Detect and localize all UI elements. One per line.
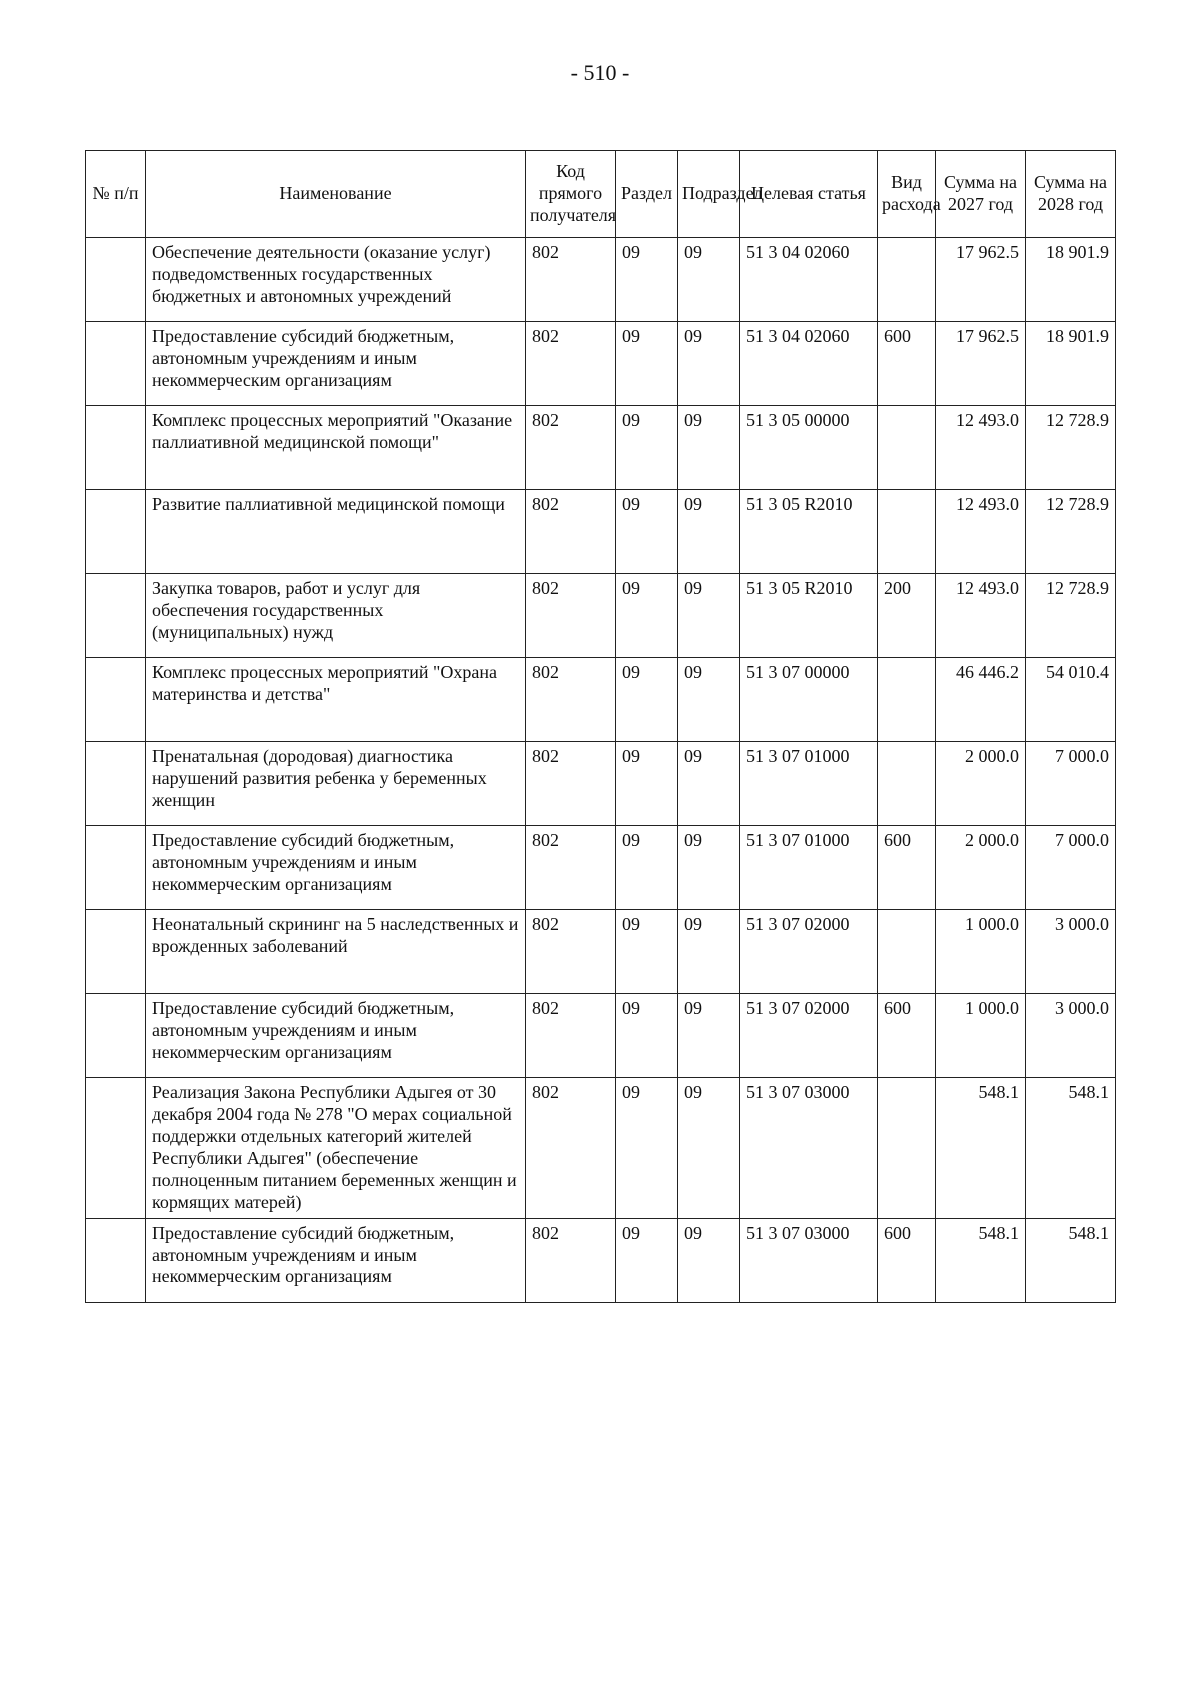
cell-name: Реализация Закона Республики Адыгея от 30 декабря 2004 года № 278 "О мерах социальной поддержки отдельных категорий жителей Республики Адыгея" (обеспечение полноценным питанием беременных женщин и кормящих матерей): [146, 1077, 526, 1218]
cell-target: 51 3 04 02060: [740, 321, 878, 405]
page-number: - 510 -: [570, 60, 630, 85]
cell-target: 51 3 07 03000: [740, 1218, 878, 1302]
cell-sum-2028: 548.1: [1026, 1077, 1116, 1218]
cell-section: 09: [616, 657, 678, 741]
cell-section: 09: [616, 1218, 678, 1302]
cell-name: Предоставление субсидий бюджетным, автономным учреждениям и иным некоммерческим организациям: [146, 825, 526, 909]
cell-target: 51 3 07 01000: [740, 741, 878, 825]
table-row: [86, 1218, 1116, 1302]
cell-expense: 600: [878, 321, 936, 405]
cell-name: Неонатальный скрининг на 5 наследственных и врожденных заболеваний: [146, 909, 526, 993]
table-row: [86, 909, 1116, 993]
cell-name: Обеспечение деятельности (оказание услуг) подведомственных государственных бюджетных и автономных учреждений: [146, 237, 526, 321]
cell-target: 51 3 07 02000: [740, 993, 878, 1077]
cell-sum-2027: 17 962.5: [936, 321, 1026, 405]
header-recipient: Код прямого получателя: [526, 151, 616, 238]
cell-num: [86, 993, 146, 1077]
header-subsection: Подраздел: [678, 151, 740, 238]
header-num: № п/п: [86, 151, 146, 238]
cell-section: 09: [616, 237, 678, 321]
cell-name: Закупка товаров, работ и услуг для обеспечения государственных (муниципальных) нужд: [146, 573, 526, 657]
cell-sum-2027: 2 000.0: [936, 825, 1026, 909]
cell-recipient: 802: [526, 489, 616, 573]
cell-sum-2028: 12 728.9: [1026, 489, 1116, 573]
cell-section: 09: [616, 1077, 678, 1218]
cell-section: 09: [616, 909, 678, 993]
cell-sum-2028: 12 728.9: [1026, 405, 1116, 489]
cell-subsection: 09: [678, 993, 740, 1077]
cell-recipient: 802: [526, 657, 616, 741]
cell-num: [86, 237, 146, 321]
cell-num: [86, 573, 146, 657]
header-section: Раздел: [616, 151, 678, 238]
cell-section: 09: [616, 573, 678, 657]
cell-subsection: 09: [678, 1218, 740, 1302]
cell-sum-2027: 1 000.0: [936, 909, 1026, 993]
cell-sum-2027: 46 446.2: [936, 657, 1026, 741]
cell-expense: 600: [878, 993, 936, 1077]
cell-num: [86, 1218, 146, 1302]
cell-section: 09: [616, 405, 678, 489]
cell-sum-2027: 548.1: [936, 1077, 1026, 1218]
table-row: [86, 993, 1116, 1077]
cell-sum-2027: 2 000.0: [936, 741, 1026, 825]
cell-name: Развитие паллиативной медицинской помощи: [146, 489, 526, 573]
cell-sum-2028: 7 000.0: [1026, 741, 1116, 825]
table-row: [86, 237, 1116, 321]
cell-name: Пренатальная (дородовая) диагностика нарушений развития ребенка у беременных женщин: [146, 741, 526, 825]
table-row: [86, 1077, 1116, 1218]
cell-expense: [878, 741, 936, 825]
cell-name: Комплекс процессных мероприятий "Охрана материнства и детства": [146, 657, 526, 741]
cell-num: [86, 909, 146, 993]
cell-recipient: 802: [526, 993, 616, 1077]
cell-section: 09: [616, 489, 678, 573]
cell-target: 51 3 05 R2010: [740, 573, 878, 657]
cell-subsection: 09: [678, 237, 740, 321]
cell-target: 51 3 05 R2010: [740, 489, 878, 573]
cell-name: Предоставление субсидий бюджетным, автономным учреждениям и иным некоммерческим организациям: [146, 321, 526, 405]
cell-num: [86, 657, 146, 741]
cell-target: 51 3 07 00000: [740, 657, 878, 741]
cell-sum-2027: 1 000.0: [936, 993, 1026, 1077]
cell-subsection: 09: [678, 1077, 740, 1218]
cell-sum-2028: 18 901.9: [1026, 237, 1116, 321]
header-name: Наименование: [146, 151, 526, 238]
cell-sum-2027: 12 493.0: [936, 489, 1026, 573]
table-row: [86, 825, 1116, 909]
header-target: Целевая статья: [740, 151, 878, 238]
cell-recipient: 802: [526, 825, 616, 909]
cell-expense: [878, 405, 936, 489]
cell-recipient: 802: [526, 321, 616, 405]
table-row: [86, 489, 1116, 573]
cell-num: [86, 1077, 146, 1218]
cell-sum-2027: 12 493.0: [936, 573, 1026, 657]
cell-expense: 200: [878, 573, 936, 657]
table-row: [86, 741, 1116, 825]
cell-target: 51 3 04 02060: [740, 237, 878, 321]
cell-target: 51 3 07 02000: [740, 909, 878, 993]
header-sum-2028: Сумма на 2028 год: [1026, 151, 1116, 238]
cell-expense: 600: [878, 825, 936, 909]
table-header-row: [86, 151, 1116, 238]
cell-sum-2028: 12 728.9: [1026, 573, 1116, 657]
cell-sum-2028: 18 901.9: [1026, 321, 1116, 405]
cell-recipient: 802: [526, 1077, 616, 1218]
cell-num: [86, 405, 146, 489]
cell-num: [86, 489, 146, 573]
cell-subsection: 09: [678, 657, 740, 741]
cell-expense: [878, 237, 936, 321]
cell-num: [86, 741, 146, 825]
cell-target: 51 3 07 01000: [740, 825, 878, 909]
cell-recipient: 802: [526, 1218, 616, 1302]
cell-recipient: 802: [526, 405, 616, 489]
cell-expense: [878, 657, 936, 741]
cell-sum-2028: 54 010.4: [1026, 657, 1116, 741]
table-row: [86, 657, 1116, 741]
cell-sum-2027: 12 493.0: [936, 405, 1026, 489]
table-row: [86, 573, 1116, 657]
cell-num: [86, 321, 146, 405]
cell-subsection: 09: [678, 909, 740, 993]
cell-section: 09: [616, 741, 678, 825]
cell-recipient: 802: [526, 237, 616, 321]
cell-sum-2027: 17 962.5: [936, 237, 1026, 321]
cell-sum-2028: 3 000.0: [1026, 993, 1116, 1077]
cell-expense: 600: [878, 1218, 936, 1302]
cell-subsection: 09: [678, 405, 740, 489]
header-sum-2027: Сумма на 2027 год: [936, 151, 1026, 238]
table-body: [86, 237, 1116, 1302]
cell-target: 51 3 05 00000: [740, 405, 878, 489]
budget-table: [85, 150, 1116, 1303]
cell-target: 51 3 07 03000: [740, 1077, 878, 1218]
cell-subsection: 09: [678, 321, 740, 405]
cell-num: [86, 825, 146, 909]
cell-name: Предоставление субсидий бюджетным, автономным учреждениям и иным некоммерческим организациям: [146, 1218, 526, 1302]
cell-expense: [878, 1077, 936, 1218]
cell-subsection: 09: [678, 741, 740, 825]
cell-section: 09: [616, 825, 678, 909]
cell-recipient: 802: [526, 573, 616, 657]
cell-name: Предоставление субсидий бюджетным, автономным учреждениям и иным некоммерческим организациям: [146, 993, 526, 1077]
cell-section: 09: [616, 321, 678, 405]
cell-section: 09: [616, 993, 678, 1077]
table-row: [86, 405, 1116, 489]
cell-sum-2027: 548.1: [936, 1218, 1026, 1302]
table-row: [86, 321, 1116, 405]
cell-recipient: 802: [526, 741, 616, 825]
cell-expense: [878, 489, 936, 573]
cell-subsection: 09: [678, 489, 740, 573]
cell-expense: [878, 909, 936, 993]
cell-recipient: 802: [526, 909, 616, 993]
cell-sum-2028: 548.1: [1026, 1218, 1116, 1302]
cell-subsection: 09: [678, 573, 740, 657]
cell-subsection: 09: [678, 825, 740, 909]
header-expense: Вид расхода: [878, 151, 936, 238]
cell-sum-2028: 7 000.0: [1026, 825, 1116, 909]
cell-sum-2028: 3 000.0: [1026, 909, 1116, 993]
cell-name: Комплекс процессных мероприятий "Оказание паллиативной медицинской помощи": [146, 405, 526, 489]
